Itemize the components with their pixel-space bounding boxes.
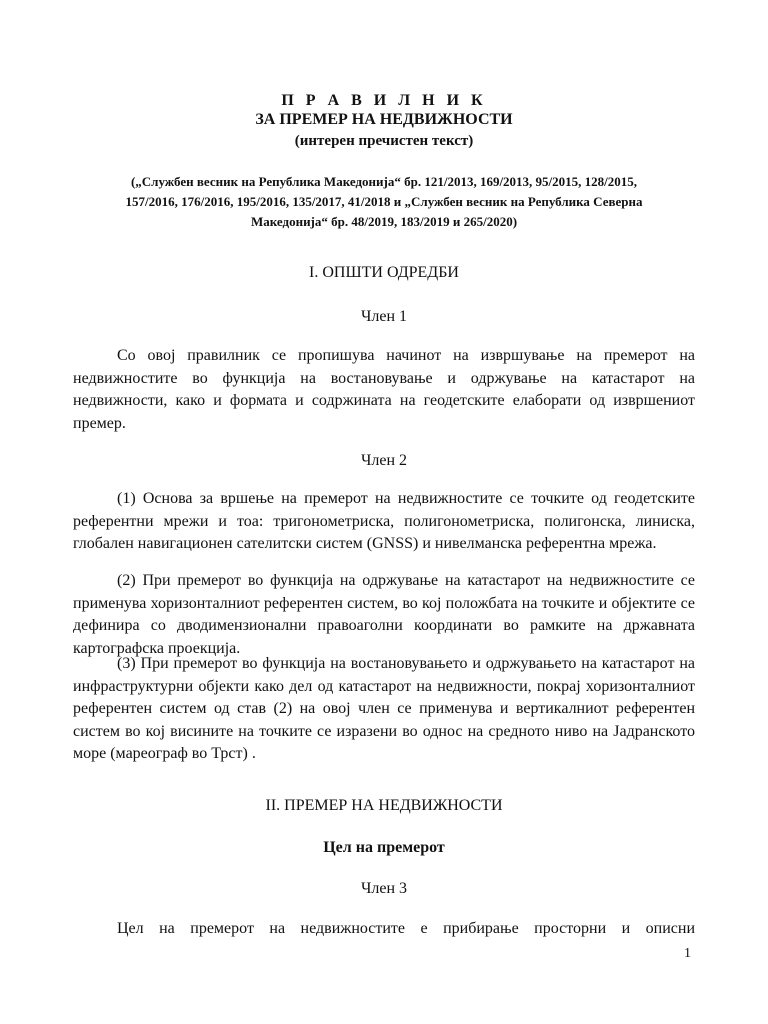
heading-goal-of-survey: Цел на премерот	[323, 839, 445, 856]
article-2-paragraph-2: (2) При премерот во функција на одржување на катастарот на недвижностите се применува хоризонталниот референтен систем, во кој положбата на точките и објектите се дефинира со дводимензионални правоаголни координати во рамките на државната картографска проекција.	[73, 572, 695, 657]
article-2-paragraph-3: (3) При премерот во функција на востановувањето и одржувањето на катастарот на инфраструктурни објекти како дел од катастарот на недвижности, покрај хоризонталниот референтен систем од став (2) на овој член се применува и вертикалниот референтен систем во кој висините на точките се изразени во однос на средното ниво на Јадранското море (мареограф во Трст) .	[73, 655, 695, 762]
gazette-line-3: Македонија“ бр. 48/2019, 183/2019 и 265/2020)	[250, 214, 518, 229]
article-heading-1: Член 1	[360, 308, 408, 325]
document-title: П Р А В И Л Н И К	[281, 92, 487, 109]
gazette-references	[92, 172, 676, 232]
article-heading-2: Член 2	[360, 452, 408, 469]
section-heading-2: II. ПРЕМЕР НА НЕДВИЖНОСТИ	[265, 797, 503, 814]
gazette-line-2: 157/2016, 176/2016, 195/2016, 135/2017, 41/2018 и „Службен весник на Република Северна	[125, 194, 643, 209]
article-1-paragraph: Со овој правилник се пропишува начинот на извршување на премерот на недвижностите во функција на востановување и одржување на катастарот на недвижности, како и формата и содржината на геодетските елаборати од извршениот премер.	[73, 347, 695, 432]
document-subtitle: ЗА ПРЕМЕР НА НЕДВИЖНОСТИ	[255, 111, 513, 128]
article-heading-3: Член 3	[360, 880, 408, 897]
article-2-paragraph-1: (1) Основа за вршење на премерот на недвижностите се точките од геодетските референтни мрежи и тоа: тригонометриска, полигонометриска, полигонска, линиска, глобален навигационен сателитски систем (GNSS) и нивелманска референтна мрежа.	[73, 490, 695, 552]
gazette-line-1: („Службен весник на Република Македонија“ бр. 121/2013, 169/2013, 95/2015, 128/2015,	[130, 174, 638, 189]
page-number: 1	[684, 946, 691, 961]
document-subtitle-note: (интерен пречистен текст)	[294, 133, 474, 149]
article-3-paragraph: Цел на премерот на недвижностите е прибирање просторни и описни	[117, 920, 695, 937]
section-heading-1: I. ОПШТИ ОДРЕДБИ	[309, 264, 459, 281]
